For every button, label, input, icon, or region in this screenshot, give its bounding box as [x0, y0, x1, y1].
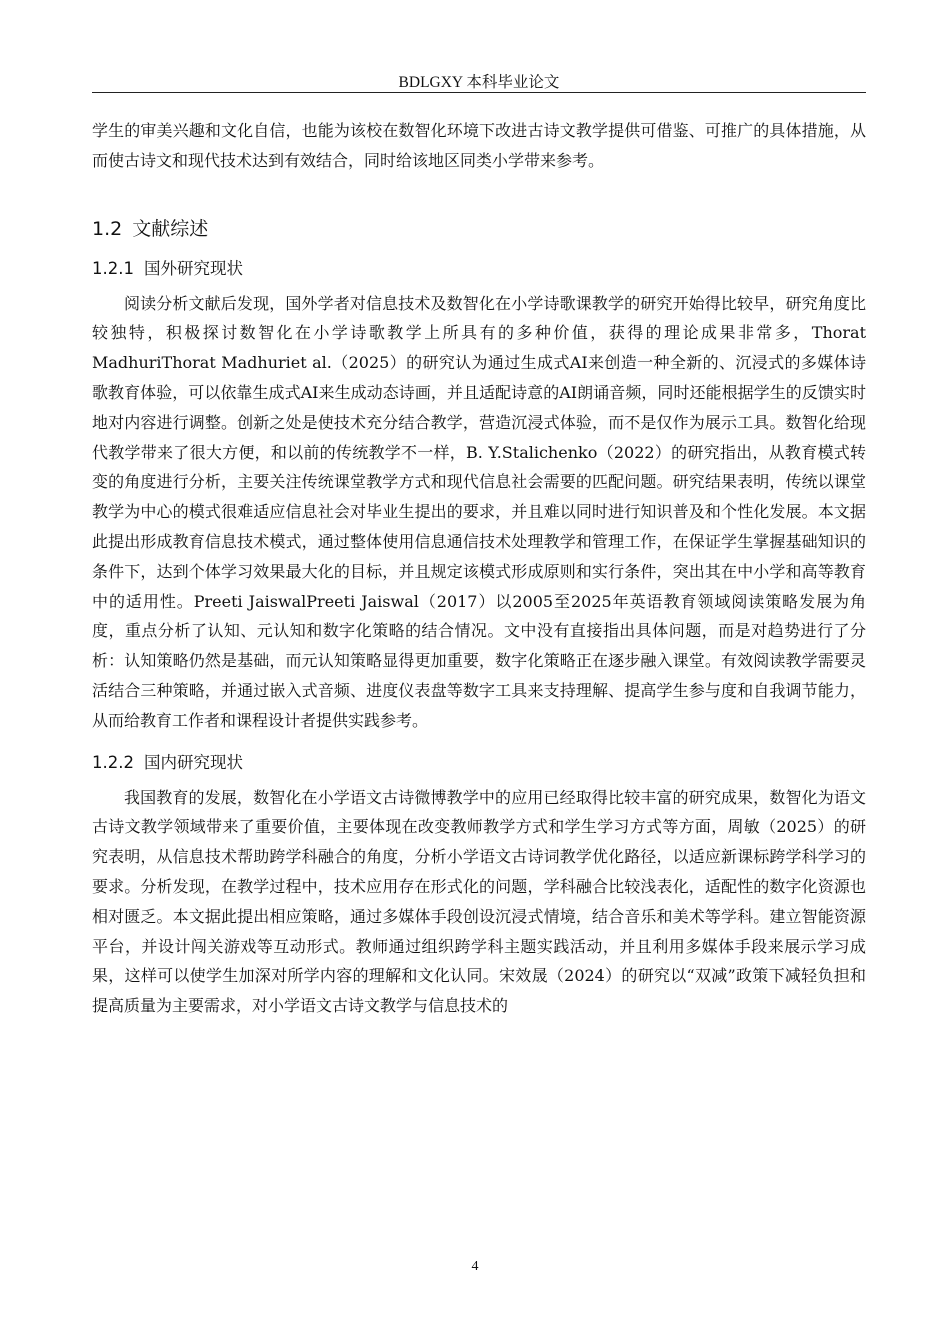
subsection-heading-1-2-1	[92, 254, 866, 284]
subsection-number: 1.2.1	[92, 258, 134, 278]
subsection-title: 国内研究现状	[143, 752, 243, 772]
paragraph-foreign-research: 阅读分析文献后发现，国外学者对信息技术及数智化在小学诗歌课教学的研究开始得比较早，研究角度比较独特，积极探讨数智化在小学诗歌教学上所具有的多种价值，获得的理论成果非常多，Thorat MadhuriThorat Madhuriet al.（2025）的研究认为通过生成式AI来创造一种全新的、沉浸式的多媒体诗歌教育体验，可以依靠生成式AI来生成动态诗画，并且适配诗意的AI朗诵音频，同时还能根据学生的反馈实时地对内容进行调整。创新之处是使技术充分结合教学，营造沉浸式体验，而不是仅作为展示工具。数智化给现代教学带来了很大方便，和以前的传统教学不一样，B. Y.Stalichenko（2022）的研究指出，从教育模式转变的角度进行分析，主要关注传统课堂教学方式和现代信息社会需要的匹配问题。研究结果表明，传统以课堂教学为中心的模式很难适应信息社会对毕业生提出的要求，并且难以同时进行知识普及和个性化发展。本文据此提出形成教育信息技术模式，通过整体使用信息通信技术处理教学和管理工作，在保证学生掌握基础知识的条件下，达到个体学习效果最大化的目标，并且规定该模式形成原则和实行条件，突出其在中小学和高等教育中的适用性。Preeti JaiswalPreeti Jaiswal（2017）以2005至2025年英语教育领域阅读策略发展为角度，重点分析了认知、元认知和数字化策略的结合情况。文中没有直接指出具体问题，而是对趋势进行了分析：认知策略仍然是基础，而元认知策略显得更加重要，数字化策略正在逐步融入课堂。有效阅读教学需要灵活结合三种策略，并通过嵌入式音频、进度仪表盘等数字工具来支持理解、提高学生参与度和自我调节能力，从而给教育工作者和课程设计者提供实践参考。	[92, 293, 866, 730]
subsection-heading-1-2-2	[92, 748, 866, 778]
page-number: 4	[471, 1259, 479, 1274]
paragraph-domestic-research: 我国教育的发展，数智化在小学语文古诗微博教学中的应用已经取得比较丰富的研究成果，数智化为语文古诗文教学领域带来了重要价值，主要体现在改变教师教学方式和学生学习方式等方面，周敏（2025）的研究表明，从信息技术帮助跨学科融合的角度，分析小学语文古诗词教学优化路径，以适应新课标跨学科学习的要求。分析发现，在教学过程中，技术应用存在形式化的问题，学科融合比较浅表化，适配性的数字化资源也相对匮乏。本文据此提出相应策略，通过多媒体手段创设沉浸式情境，结合音乐和美术等学科。建立智能资源平台，并设计闯关游戏等互动形式。教师通过组织跨学科主题实践活动，并且利用多媒体手段来展示学习成果，这样可以使学生加深对所学内容的理解和文化认同。宋效晟（2024）的研究以“双减”政策下减轻负担和提高质量为主要需求，对小学语文古诗文教学与信息技术的	[92, 787, 866, 1016]
paragraph-continuation: 学生的审美兴趣和文化自信，也能为该校在数智化环境下改进古诗文教学提供可借鉴、可推广的具体措施，从而使古诗文和现代技术达到有效结合，同时给该地区同类小学带来参考。	[92, 121, 866, 170]
subsection-number: 1.2.2	[92, 752, 134, 772]
running-header: BDLGXY 本科毕业论文	[398, 74, 560, 91]
subsection-title: 国外研究现状	[143, 258, 243, 278]
section-heading-1-2	[92, 214, 866, 244]
section-title: 文献综述	[132, 217, 209, 240]
header-divider	[92, 92, 866, 93]
document-body	[92, 116, 866, 1021]
section-number: 1.2	[92, 217, 123, 240]
